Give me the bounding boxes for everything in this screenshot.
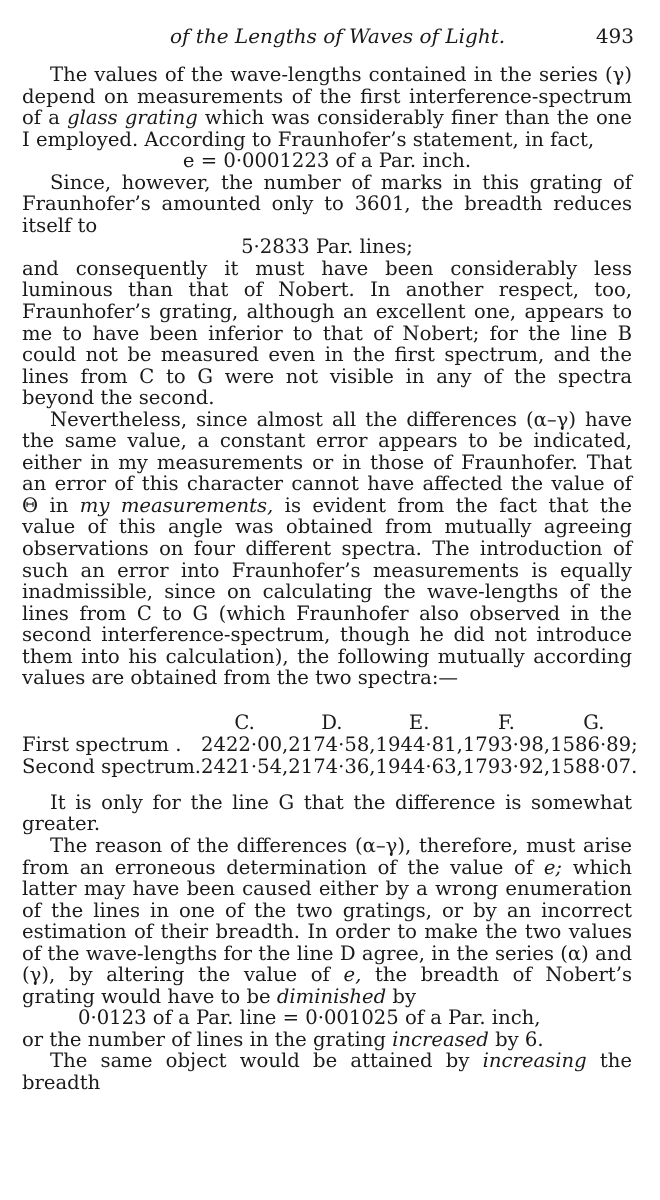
- paragraph-text: The reason of the differences (α–γ), therefore, must arise from an erroneous determination of the value of: [22, 833, 632, 879]
- emphasis-text: e;: [543, 855, 563, 879]
- running-title: of the Lengths of Waves of Light.: [170, 24, 506, 48]
- table-header-row: [22, 712, 638, 734]
- paragraph-6: [22, 835, 632, 1007]
- emphasis-text: e,: [343, 963, 362, 987]
- wavelength-table: [22, 712, 638, 778]
- emphasis-text: increasing: [482, 1049, 587, 1073]
- emphasis-text: diminished: [276, 984, 387, 1008]
- table-row: [22, 756, 638, 778]
- paragraph-5: It is only for the line G that the difference is somewhat greater.: [22, 790, 632, 836]
- column-header: D.: [321, 710, 343, 734]
- paragraph-3: and consequently it must have been considerably less luminous than that of Nobert. In another respect, too, Fraunhofer’s grating, although an excellent one, appears to me to have been inferior to that of Nobert; for the line B could not be measured even in the first spectrum, and the lines from C to G were not visible in any of the spectra beyond the second.: [22, 256, 632, 410]
- paragraph-text: the breadth: [22, 1049, 632, 1094]
- table-cell: 1588·07.: [550, 754, 638, 778]
- row-label: Second spectrum.: [22, 754, 202, 778]
- emphasis-text: glass grating: [67, 106, 198, 130]
- paragraph-1: [22, 64, 632, 150]
- paragraph-text: Nevertheless, since almost all the differences (α–γ) have the same value, a constant error appears to be indicated, either in my measurements or in those of Fraunhofer. That an error of this character cannot have affected the value of Θ in: [22, 407, 632, 517]
- table-row: [22, 734, 638, 756]
- column-header: E.: [408, 710, 430, 734]
- table-cell: 2174·36,: [288, 754, 376, 778]
- paragraph-text: the breadth of Nobert’s grating would have to be: [22, 963, 633, 1008]
- paragraph-7: [22, 1029, 632, 1051]
- paragraph-text: which latter may have been caused either by a wrong enumeration of the lines in one of the two gratings, or by an incorrect estimation of their breadth. In order to make the two values of the wave-lengths for the line D agree, in the series (α) and (γ), by altering the value of: [22, 855, 632, 987]
- table-cell: 2421·54,: [201, 754, 289, 778]
- paragraph-text: or the number of lines in the grating: [22, 1027, 386, 1051]
- paragraph-2: Since, however, the number of marks in this grating of Fraunhofer’s amounted only to 3601, the breadth reduces itself to: [22, 170, 632, 237]
- table-cell: 1944·81,: [375, 732, 463, 756]
- equation-correction: 0·0123 of a Par. line = 0·001025 of a Par. inch,: [78, 1006, 541, 1030]
- table-cell: 1586·89;: [550, 732, 638, 756]
- paragraph-8: [22, 1050, 632, 1093]
- table-cell: 1793·98,: [462, 732, 551, 756]
- paragraph-4: [22, 409, 632, 689]
- paragraph-text: by 6.: [495, 1027, 544, 1051]
- paragraph-text: is evident from the fact that the value of this angle was obtained from mutually agreeing observations on four different spectra. The introduction of such an error into Fraunhofer’s measurements is equally inadmissible, since on calculating the wave-lengths of the lines from C to G (which Fraunhofer also observed in the second interference-spectrum, though he did not introduce them into his calculation), the following mutually according values are obtained from the two spectra:—: [22, 493, 632, 690]
- column-header: F.: [498, 710, 515, 734]
- emphasis-text: my measurements,: [79, 493, 274, 517]
- table-cell: 2422·00,: [201, 732, 289, 756]
- column-header: G.: [583, 710, 605, 734]
- page-number: 493: [595, 24, 634, 48]
- paragraph-text: by: [392, 984, 417, 1008]
- equation-e-value: e = 0·0001223 of a Par. inch.: [182, 149, 472, 173]
- emphasis-text: increased: [392, 1027, 489, 1051]
- table-cell: 2174·58,: [288, 732, 376, 756]
- column-header: C.: [234, 710, 255, 734]
- page-header: [22, 24, 634, 54]
- table-corner: [22, 712, 201, 734]
- row-label: First spectrum .: [22, 732, 182, 756]
- page-body: [22, 63, 638, 1094]
- table-cell: 1793·92,: [462, 754, 551, 778]
- table-cell: 1944·63,: [375, 754, 463, 778]
- paragraph-text: The values of the wave-lengths contained in the series (γ) depend on measurements of the first interference-spectrum of a: [22, 63, 632, 130]
- paragraph-text: which was considerably finer than the one I employed. According to Fraunhofer’s statement, in fact,: [22, 106, 632, 151]
- equation-breadth: 5·2833 Par. lines;: [241, 235, 413, 259]
- paragraph-text: The same object would be attained by: [50, 1049, 470, 1073]
